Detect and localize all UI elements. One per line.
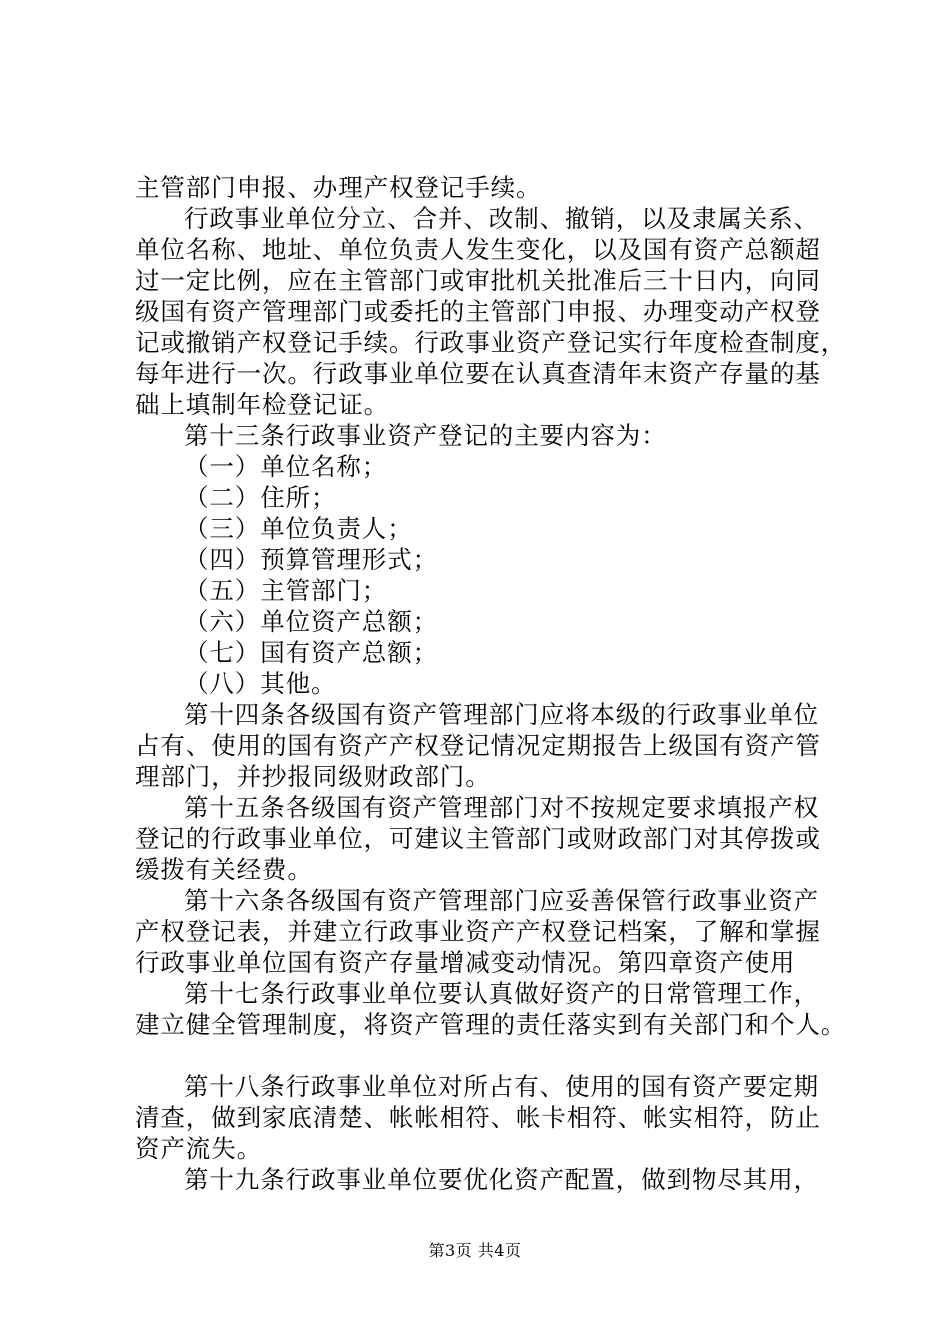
text-line: 缓拨有关经费。 [135, 855, 313, 884]
text-line: 第十四条各级国有资产管理部门应将本级的行政事业单位 [184, 700, 819, 729]
list-item: （一）单位名称； [184, 452, 388, 481]
text-line: 第十六条各级国有资产管理部门应妥善保管行政事业资产 [184, 886, 819, 915]
text-line: 记或撤销产权登记手续。行政事业资产登记实行年度检查制度， [135, 328, 847, 357]
list-item: （七）国有资产总额； [184, 638, 438, 667]
text-line: 行政事业单位分立、合并、改制、撤销，以及隶属关系、 [184, 204, 819, 233]
text-line: 级国有资产管理部门或委托的主管部门申报、办理变动产权登 [135, 297, 821, 326]
text-line: 第十七条行政事业单位要认真做好资产的日常管理工作， [184, 979, 819, 1008]
text-line: 第十八条行政事业单位对所占有、使用的国有资产要定期 [184, 1072, 819, 1101]
list-item: （三）单位负责人； [184, 514, 413, 543]
list-item: （八）其他。 [184, 669, 337, 698]
paragraph-gap [135, 1040, 855, 1071]
list-item: （六）单位资产总额； [184, 607, 438, 636]
text-line: 第十九条行政事业单位要优化资产配置，做到物尽其用， [184, 1165, 819, 1194]
page-number: 第3页 共4页 [428, 1241, 522, 1260]
text-line: 占有、使用的国有资产产权登记情况定期报告上级国有资产管 [135, 731, 821, 760]
text-line: 资产流失。 [135, 1134, 262, 1163]
list-item: （四）预算管理形式； [184, 545, 438, 574]
text-line: 理部门，并抄报同级财政部门。 [135, 762, 491, 791]
list-item: （二）住所； [184, 483, 337, 512]
document-body [135, 172, 855, 1195]
text-line: 础上填制年检登记证。 [135, 390, 389, 419]
text-line: 登记的行政事业单位，可建议主管部门或财政部门对其停拨或 [135, 824, 821, 853]
text-line: 过一定比例，应在主管部门或审批机关批准后三十日内，向同 [135, 266, 821, 295]
text-line: 产权登记表，并建立行政事业资产产权登记档案，了解和掌握 [135, 917, 821, 946]
text-line: 行政事业单位国有资产存量增减变动情况。第四章资产使用 [135, 948, 796, 977]
text-line: 清查，做到家底清楚、帐帐相符、帐卡相符、帐实相符，防止 [135, 1103, 821, 1132]
text-line: 每年进行一次。行政事业单位要在认真查清年末资产存量的基 [135, 359, 821, 388]
text-line: 第十五条各级国有资产管理部门对不按规定要求填报产权 [184, 793, 819, 822]
text-line: 单位名称、地址、单位负责人发生变化，以及国有资产总额超 [135, 235, 821, 264]
text-line: 建立健全管理制度，将资产管理的责任落实到有关部门和个人。 [135, 1010, 847, 1039]
text-line: 第十三条行政事业资产登记的主要内容为： [184, 421, 667, 450]
list-item: （五）主管部门； [184, 576, 388, 605]
text-line: 主管部门申报、办理产权登记手续。 [135, 173, 542, 202]
